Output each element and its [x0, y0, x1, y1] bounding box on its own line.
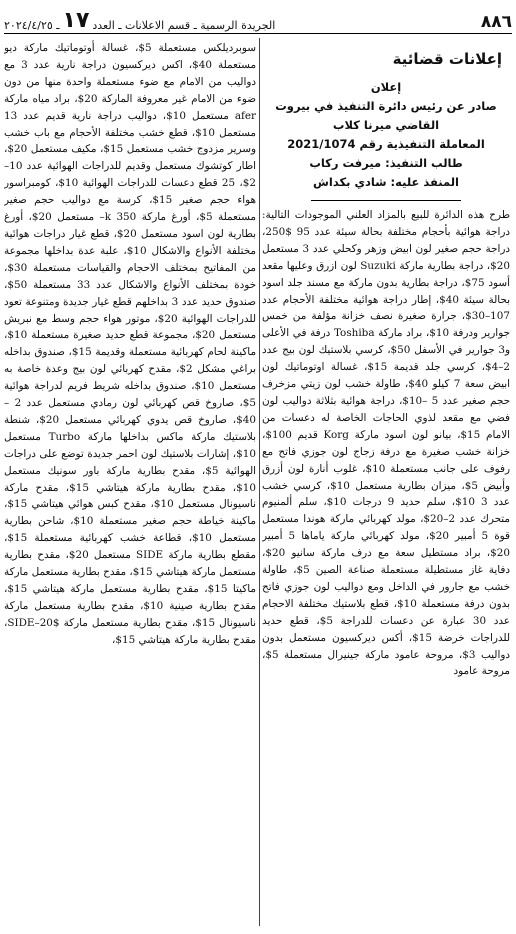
- notice-label: إعلان: [370, 80, 402, 94]
- page-number: ٨٨٦: [480, 12, 512, 32]
- left-column: [4, 40, 256, 926]
- notice-issuer: صادر عن رئيس دائرة التنفيذ في بيروت: [275, 99, 497, 113]
- notice-defendant: المنفذ عليه: شادي بكداش: [313, 175, 459, 189]
- notice-case-number: المعاملة التنفيذية رقم 2021/1074: [287, 137, 485, 151]
- notice-claimant: طالب التنفيذ: ميرفت ركاب: [309, 156, 463, 170]
- issue-date: ـ ٢٠٢٤/٤/٢٥: [4, 19, 60, 32]
- right-column: [262, 40, 510, 926]
- notice-body: طرح هذه الدائرة للبيع بالمزاد العلني الموجودات التالية: دراجة هوائية بأحجام مختلفة بحالة سيئة عدد 95 $250، دراجة حجم صغير لون ابيض وزهر وكحلي عدد 3 مستعمل 20$، دراجة بطارية ماركة Suzuki لون ازرق وعليها مقعد أسود 75$، دراجة بطارية بدون ماركة مع مسند جلد اسود بحالة سيئة 40$، إطار دراجة هوائية مختلفة الأحجام عدد 107–30$، جرارة صغيرة نصف خزانة مؤلفة من خمس جوارير ودرفة 10$، براد ماركة Toshiba درفة في الأعلى و3 جوارير في الأسفل 50$، كرسي بلاستيك لون بيج عدد 2–4$، كرسي جلد قديمة 15$، غسالة اوتوماتيك لون ابيض سعة 7 كيلو 40$، طاولة خشب لون زيتي مزخرف حجم صغير عدد 5 –10$، دراجة هوائية بثلاثة دواليب لون فضي مع مقعد لذوي الحاجات الخاصة له دعسات من الامام 15$، بيانو لون اسود ماركة Korg قديم 100$، خزانة خشب صغيرة مع درفة زجاج لون جوزي فاتح مع رفوف على جانب مستعملة 10$، غلوب أنارة لون أزرق وأبيض 5$، ميزان بطارية مستعمل 10$، كرسي خشب عدد 3 10$، سلم حديد 9 درجات 10$، سلم ألمنيوم متحرك عدد 2–20$، مولد كهربائي ماركة هوندا مستعمل قوة 5 أمبير 20$، مولد كهربائي ماركة ياماها 5 أمبير 20$، براد مستطيل سعة مع درف ماركة سانيو 20$، دفاية غاز مستطيلة مستعملة صناعة الصين 5$، طاولة خشب مع جارور في الداخل ومع دواليب لون جوزي فاتح بدون درفة مستعملة 10$، قطع بلاستيك مختلفة الاحجام عدد 30 عبارة عن دعسات للدراجة 5$، قطع حديد للدراجات خرضة 15$، أكس ديركسيون مستعمل بدون دواليب 3$، مروحة عامود ماركة جينيرال مستعملة 5$، مروحة عامود: [262, 209, 510, 678]
- notice-rule: [311, 200, 461, 201]
- section-title: إعلانات قضائية: [392, 50, 502, 68]
- notice-judge: القاضي ميرنا كلاب: [332, 118, 440, 132]
- column-divider: [259, 38, 260, 926]
- publication-name: الجريدة الرسمية ـ قسم الاعلانات ـ العدد: [92, 19, 276, 32]
- issue-number: ١٧: [62, 8, 90, 33]
- page-header: [4, 6, 512, 32]
- notice-body-continued: سوبرديلكس مستعملة 5$، غسالة أوتوماتيك ماركة ديو مستعملة 40$، اكس ديركسيون دراجة نارية عدد 3 مع دواليب من الامام مع ضوء مستعملة واحدة منها من دون ضوء من الامام غير معروفة الماركة 20$، براد مياه ماركة afer مستعمل 10$، دواليب دراجة نارية قديم عدد 13 مستعمل 10$، قطع خشب مختلفة الأحجام مع باب خشب وسرير مزدوج خشب مستعمل 15$، مكيف مستعمل 20$، اطار كوتشوك مستعمل وقديم للدراجات الهوائية عدد 10–2$، 25 قطع دعسات للدراجات الهوائية 10$، كومبراسور هواء حجم صغير 15$، كرسة مع دواليب حجم صغير مستعملة 5$، أورغ ماركة 350 k– مستعمل 20$، أورغ بطارية لون اسود مستعمل 20$، قطع غيار دراجات هوائية مختلفة الأنواع والاشكال 10$، علبة عدة بداخلها مجموعة من المفاتيح بمختلف الاحجام والقياسات مستعملة 30$، خودة بمختلف الأنواع والاشكال عدد 33 مستعملة 50$، صندوق حديد عدد 3 بداخلهم قطع غيار جديدة ومتنوعة تعود للدراجات الهوائية 20$، موتور هواء حجم وسط مع نبريش مستعمل 20$، مجموعة قطع حديد صغيرة مستعملة 10$، ماكينة لحام كهربائية مستعملة وقديمة 15$، صندوق بداخله براغي مشكل 2$، مقدح كهربائي لون بيج وعدة خاصة به مستعمل 10$، صندوق بداخله شريط فريم لدراجة هوائية 5$، صاروخ قص كهربائي لون رمادي مستعمل عدد 2 –40$، صاروخ قص يدوي كهربائي مستعمل 20$، شنطة بلاستيك ماركة ماكس بداخلها ماركة Turbo مستعمل 10$، إشارات بلاستيك لون احمر جديدة توضع على دراجات الهوائية 5$، مقدح بطارية ماركة باور سونيك مستعمل 10$، مقدح بطارية ماركة هيتاشي 15$، مقدح ماركة ناسيونال مستعمل 10$، مقدح كبس هوائي هيتاشي 15$، ماكينة خياطة حجم صغير مستعملة 10$، شاحن بطارية مستعمل 10$، قطاعة خشب كهربائية مستعملة 15$، مقطع بطارية ماركة SIDE مستعمل 20$، مقدح بطارية مستعمل ماركة هيتاشي 15$، مقدح بطارية مستعمل ماركة ماكيتا 15$، مقدح بطارية مستعمل ماركة هيتاشي 15$، مقدح بطارية صينية 10$، مقدح بطارية مستعمل ماركة ناسيونال 15$، مقدح بطارية مستعمل ماركة SIDE–20$، مقدح بطارية ماركة هيتاشي 15$،: [4, 42, 256, 646]
- header-masthead: [4, 10, 275, 32]
- header-rule: [4, 33, 512, 34]
- notice-heading: [262, 78, 510, 192]
